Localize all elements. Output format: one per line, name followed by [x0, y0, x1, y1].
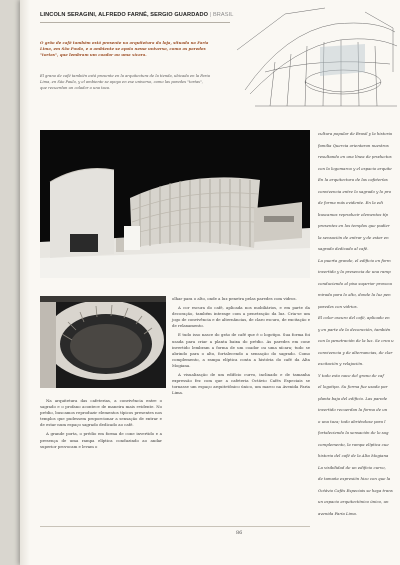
- text-line: cultura popular de Brasil y la historia: [318, 131, 393, 136]
- text-line: la sensación de entrar y de estar en: [318, 234, 389, 240]
- text-line: invertido y la presencia de una ramp: [318, 269, 391, 274]
- body-column-left: [40, 398, 162, 453]
- bottom-rule: [40, 526, 310, 527]
- text-line: paredes con vidrios.: [318, 303, 358, 309]
- text-line: convivencia y de alternancias, de clar: [318, 349, 393, 355]
- paragraph: A visualização de um edifício curvo, inclinado e de tamanha expressão fez com que a cafeteria Octávio Cafés Especiais se tornasse um espaço arquitetônico único, um marco na Avenida Faria Lima.: [172, 372, 310, 396]
- text-line: un espacio arquitectónico único, un: [318, 499, 389, 504]
- text-line: Octávio Cafés Especiais se haya trans: [318, 487, 393, 493]
- text-line: el logotipo. Su forma fue usada par: [318, 384, 388, 389]
- text-line: historia del café de la Alta Mogiana: [318, 453, 389, 458]
- body-column-right-spanish: [318, 128, 400, 519]
- text-line: avenida Faria Lima.: [318, 510, 358, 516]
- paragraph: Na arquitetura das cafeterias, a convivência entre o sagrado e o profano acontece de maneira mais evidente. No prédio, buscamos reproduzir elementos típicos presentes nos templos que pudessem proporcionar a sensação de entrar e de estar num espaço sagrado dedicado ao café.: [40, 398, 162, 428]
- text-line: mirada para lo alto, donde la luz pen: [318, 292, 391, 297]
- text-line: resultando en una línea de productos: [318, 154, 392, 159]
- interior-ramp-photo: [40, 296, 166, 388]
- page-header: [40, 12, 233, 18]
- text-line: excitación y relajación.: [318, 361, 364, 366]
- magazine-page: [20, 0, 400, 565]
- text-line: con la logomarca y el espacio arquite: [318, 165, 392, 171]
- page-gutter: [20, 0, 30, 565]
- text-line: de tamaña expresión hizo con que la: [318, 476, 391, 481]
- text-line: En la arquitectura de las cafeterías: [318, 177, 388, 182]
- text-line: familia Quercia orientaron nuestros: [318, 142, 389, 148]
- text-line: El color oscuro del café, aplicado en: [318, 315, 390, 320]
- paragraph: olhar para o alto, onde a luz penetra pelas paredes com vidros.: [172, 296, 297, 301]
- text-line: con la penetración de la luz. Se crea u: [318, 338, 394, 343]
- text-line: y en parte de la decoración, también: [318, 326, 391, 332]
- header-country: BRASIL: [212, 12, 234, 18]
- header-rule: [40, 22, 230, 23]
- intro-translation: El grano de café también está presente en la arquitectura de la tienda, ubicada en la Faria Lima, en São Paulo, y el ambiente se apoya en ese universo, como las paredes "tortas", que recuerdan un colador o una taza.: [40, 74, 210, 90]
- body-column-middle: [172, 296, 310, 399]
- page-number: 86: [236, 530, 243, 536]
- text-line: o una taza; todo abriéndose para l: [318, 418, 386, 424]
- intro-lead: O grão de café também está presente na arquitetura da loja, situada na Faria Lima, em São Paulo, e o ambiente se apoia nesse universo, como as paredes "tortas", que lembram um coador ou uma xícara.: [40, 40, 209, 58]
- text-line: invertido recuerdan la forma de un: [318, 407, 388, 412]
- text-line: complemento, la rampa elíptica cue: [318, 441, 389, 447]
- text-line: planta baja del edificio. Las parede: [318, 395, 388, 401]
- text-line: Y todo esto nace del grano de caf: [318, 372, 384, 378]
- paragraph: A cor escura do café, aplicada nos mobiliários, e em parte da decoração, também interage com a penetração da luz. Cria-se um jogo de convivência e de alternâncias, de claro escuro, de excitação e de relaxamento.: [172, 305, 310, 329]
- text-line: fortaleciendo la sensación de lo sag: [318, 430, 389, 435]
- text-line: La visibilidad de un edificio curvo,: [318, 464, 386, 470]
- building-render-photo: [40, 130, 310, 278]
- text-line: sagrado dedicado al café.: [318, 246, 369, 251]
- text-line: buscamos reproducir elementos típ: [318, 211, 388, 217]
- paragraph: E tudo isso nasce do grão de café que é o logotipo. Sua forma foi usada para criar a planta baixa do prédio. As paredes em cone invertido lembram a forma de um coador ou uma xícara; tudo se abrindo para o alto, fortalecendo a sensação do sagrado. Como complemento, a rampa elíptica conta a história do café da Alta Mogiana.: [172, 332, 310, 368]
- text-line: La puerta grande, el edificio en form: [318, 257, 391, 263]
- text-line: conduciendo al piso superior provoca: [318, 280, 393, 286]
- text-line: convivencia entre lo sagrado y lo pro: [318, 188, 392, 194]
- text-line: de forma más evidente. En la edi: [318, 200, 383, 205]
- paragraph: A grande porta, o prédio em forma de cone invertido e a presença de uma rampa elíptica conduzindo ao andar superior provocam e levam o: [40, 431, 162, 449]
- architecture-sketch: [225, 2, 400, 120]
- header-separator: |: [209, 12, 212, 18]
- header-authors: LINCOLN SERAGINI, ALFREDO FARNÉ, SERGIO GUARDADO: [40, 12, 209, 18]
- text-line: presentes en los templos que pudier: [318, 223, 390, 228]
